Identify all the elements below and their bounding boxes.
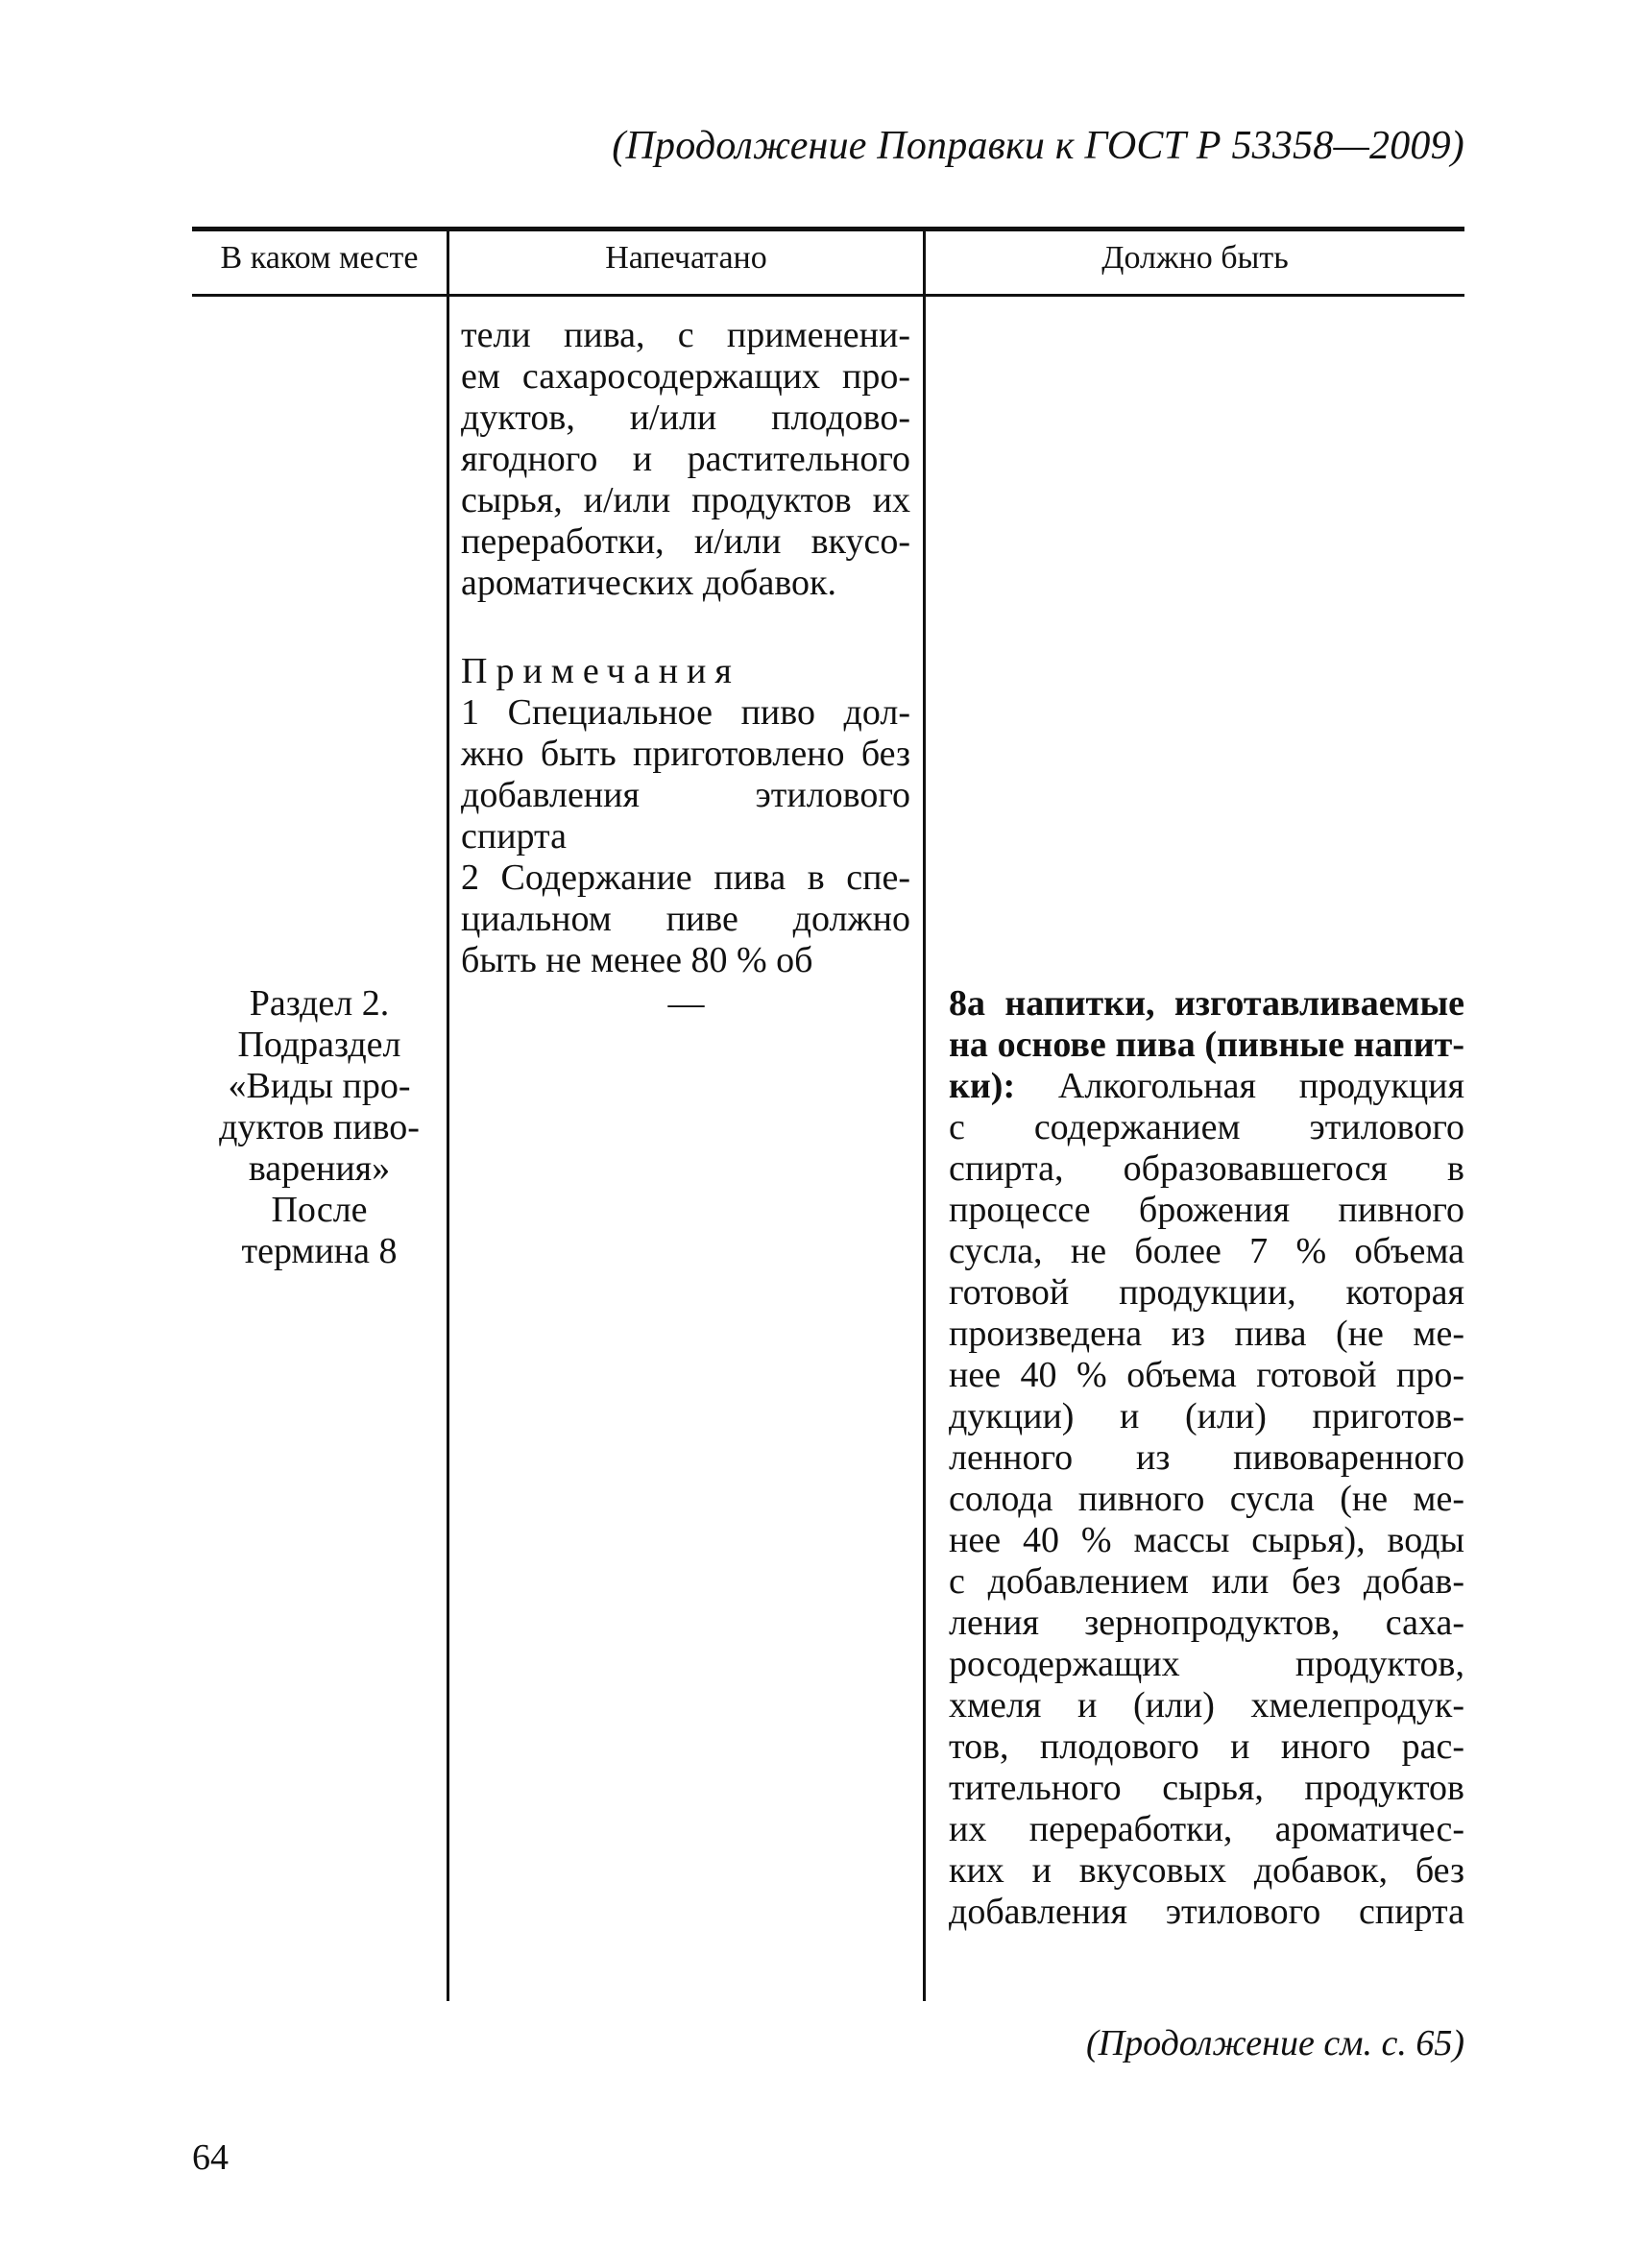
- text-line: ем сахаросодержащих про-: [461, 356, 910, 397]
- text-line: спирта, образовавшегося в: [949, 1148, 1464, 1189]
- text-line: процессе брожения пивного: [949, 1190, 1464, 1230]
- text-line: Раздел 2.: [249, 983, 390, 1024]
- printed-notes: [461, 651, 910, 981]
- text-line: переработки, и/или вкусо-: [461, 521, 910, 562]
- printed-dash: —: [667, 983, 705, 1024]
- text-line: с содержанием этилового: [949, 1107, 1464, 1147]
- text-line: «Виды про-: [228, 1066, 411, 1106]
- text-line: их переработки, ароматичес-: [949, 1809, 1464, 1849]
- text-line: ких и вкусовых добавок, без: [949, 1850, 1464, 1891]
- text-line: дуктов пиво-: [219, 1107, 420, 1147]
- continuation-header: (Продолжение Поправки к ГОСТ Р 53358—2009): [612, 124, 1464, 168]
- text-line: с добавлением или без добав-: [949, 1561, 1464, 1602]
- notes-title: Примечания: [461, 651, 740, 691]
- text-line: термина 8: [241, 1231, 398, 1271]
- term-heading-end: ки):: [949, 1066, 1016, 1106]
- text-line: нее 40 % объема готовой про-: [949, 1355, 1464, 1395]
- text-line: [949, 1066, 1464, 1107]
- text-line: произведена из пива (не ме-: [949, 1314, 1464, 1354]
- text-line: жно быть приготовлено без: [461, 734, 910, 774]
- text-line: циальном пиве должно: [461, 899, 910, 939]
- column-header-location: В каком месте: [220, 240, 419, 276]
- column-header-correct: Должно быть: [1101, 240, 1289, 276]
- text-line: 1 Специальное пиво дол-: [461, 692, 910, 733]
- text-line: нее 40 % массы сырья), воды: [949, 1520, 1464, 1560]
- text-line: быть не менее 80 % об: [461, 940, 813, 980]
- text-line: хмеля и (или) хмелепродук-: [949, 1685, 1464, 1725]
- text-line: сырья, и/или продуктов их: [461, 480, 910, 520]
- printed-text-continuation: [461, 315, 910, 604]
- corrections-table: [192, 227, 1464, 2001]
- text-line: дуктов, и/или плодово-: [461, 398, 910, 438]
- term-heading-line: на основе пива (пивные напит-: [949, 1025, 1464, 1065]
- text-line: сусла, не более 7 % объема: [949, 1231, 1464, 1271]
- page-number: 64: [192, 2137, 229, 2178]
- term-heading-line: 8а напитки, изготавливаемые: [949, 983, 1464, 1024]
- text-line: добавления этилового: [461, 775, 910, 815]
- text-line: ленного из пивоваренного: [949, 1437, 1464, 1478]
- column-divider-1: [447, 227, 449, 2001]
- text-line: готовой продукции, которая: [949, 1272, 1464, 1313]
- text-line: добавления этилового спирта: [949, 1892, 1464, 1932]
- column-header-printed: Напечатано: [605, 240, 767, 276]
- correct-text-cell: [949, 983, 1464, 1933]
- text-line: ления зернопродуктов, саха-: [949, 1603, 1464, 1643]
- text-line: варения»: [248, 1148, 391, 1189]
- text-line: ароматических добавок.: [461, 563, 837, 603]
- text-line: Подраздел: [237, 1025, 401, 1065]
- table-top-rule: [192, 227, 1464, 231]
- continuation-footer: (Продолжение см. с. 65): [1085, 2023, 1464, 2063]
- text-line: тов, плодового и иного рас-: [949, 1726, 1464, 1767]
- definition-start: Алкогольная продукция: [1015, 1066, 1464, 1106]
- text-line: дукции) и (или) приготов-: [949, 1396, 1464, 1436]
- text-line: солода пивного сусла (не ме-: [949, 1479, 1464, 1519]
- text-line: 2 Содержание пива в спе-: [461, 857, 910, 898]
- text-line: росодержащих продуктов,: [949, 1644, 1464, 1684]
- text-line: спирта: [461, 816, 567, 857]
- table-header-rule: [192, 294, 1464, 297]
- column-divider-2: [923, 227, 926, 2001]
- text-line: ягодного и растительного: [461, 439, 910, 479]
- text-line: тительного сырья, продуктов: [949, 1768, 1464, 1808]
- text-line: После: [271, 1190, 368, 1230]
- text-line: тели пива, с применени-: [461, 315, 910, 355]
- location-cell: [192, 983, 447, 1272]
